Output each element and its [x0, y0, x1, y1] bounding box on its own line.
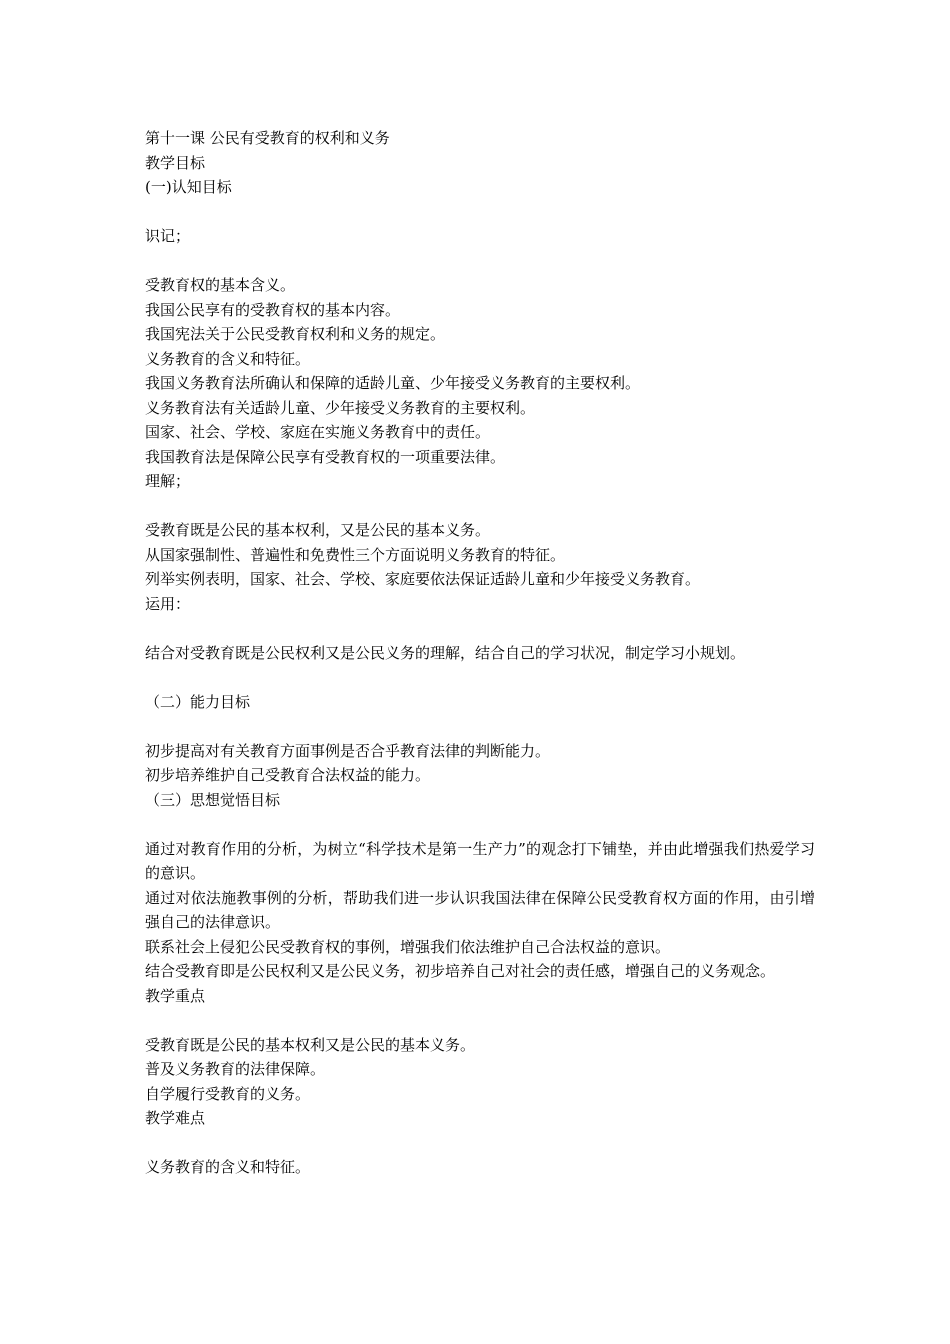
understand-item: 列举实例表明，国家、社会、学校、家庭要依法保证适龄儿童和少年接受义务教育。	[145, 570, 701, 588]
memorize-item: 国家、社会、学校、家庭在实施义务教育中的责任。	[145, 423, 491, 441]
key-item: 受教育既是公民的基本权利又是公民的基本义务。	[145, 1035, 476, 1054]
memorize-item: 我国公民享有的受教育权的基本内容。	[145, 300, 401, 319]
memorize-item: 我国宪法关于公民受教育权利和义务的规定。	[145, 325, 446, 343]
ability-heading: （二）能力目标	[145, 692, 251, 711]
difficulty-text: 义务教育的含义和特征。	[145, 1158, 311, 1176]
spacer	[145, 494, 815, 519]
thought-item: 联系社会上侵犯公民受教育权的事例，增强我们依法维护自己合法权益的意识。	[145, 937, 671, 956]
spacer	[145, 1131, 815, 1156]
thought-item: 结合受教育即是公民权利又是公民义务，初步培养自己对社会的责任感，增强自己的义务观念。	[145, 962, 776, 980]
apply-label: 运用：	[145, 594, 191, 613]
apply-text: 结合对受教育既是公民权利又是公民义务的理解，结合自己的学习状况，制定学习小规划。	[145, 643, 746, 662]
memorize-item: 我国教育法是保障公民享有受教育权的一项重要法律。	[145, 447, 506, 466]
spacer	[145, 714, 815, 739]
ability-item: 初步提高对有关教育方面事例是否合乎教育法律的判断能力。	[145, 741, 551, 760]
key-item: 自学履行受教育的义务。	[145, 1084, 311, 1103]
lesson-title: 第十一课 公民有受教育的权利和义务	[145, 129, 390, 147]
objectives-heading: 教学目标	[145, 153, 206, 172]
understand-item: 受教育既是公民的基本权利，又是公民的基本义务。	[145, 521, 491, 539]
spacer	[145, 1008, 815, 1033]
thought-heading: （三）思想觉悟目标	[145, 790, 281, 809]
understand-label: 理解；	[145, 472, 191, 490]
understand-item: 从国家强制性、普遍性和免费性三个方面说明义务教育的特征。	[145, 545, 566, 564]
spacer	[145, 665, 815, 690]
difficulty-heading: 教学难点	[145, 1109, 206, 1127]
ability-item: 初步培养维护自己受教育合法权益的能力。	[145, 766, 431, 784]
key-item: 普及义务教育的法律保障。	[145, 1060, 326, 1078]
memorize-item: 义务教育法有关适龄儿童、少年接受义务教育的主要权利。	[145, 398, 536, 417]
memorize-item: 义务教育的含义和特征。	[145, 349, 311, 368]
memorize-label: 识记；	[145, 227, 191, 245]
thought-item: 通过对教育作用的分析，为树立“科学技术是第一生产力”的观念打下铺垫，并由此增强我们热爱学习的意识。	[145, 839, 815, 882]
spacer	[145, 200, 815, 225]
memorize-item: 受教育权的基本含义。	[145, 276, 296, 294]
thought-item: 通过对依法施教事例的分析，帮助我们进一步认识我国法律在保障公民受教育权方面的作用，由引增强自己的法律意识。	[145, 888, 815, 931]
key-heading: 教学重点	[145, 986, 206, 1005]
spacer	[145, 249, 815, 274]
spacer	[145, 616, 815, 641]
document-page	[145, 126, 815, 1180]
spacer	[145, 812, 815, 837]
memorize-item: 我国义务教育法所确认和保障的适龄儿童、少年接受义务教育的主要权利。	[145, 374, 641, 392]
cognitive-heading: (一)认知目标	[145, 178, 232, 196]
